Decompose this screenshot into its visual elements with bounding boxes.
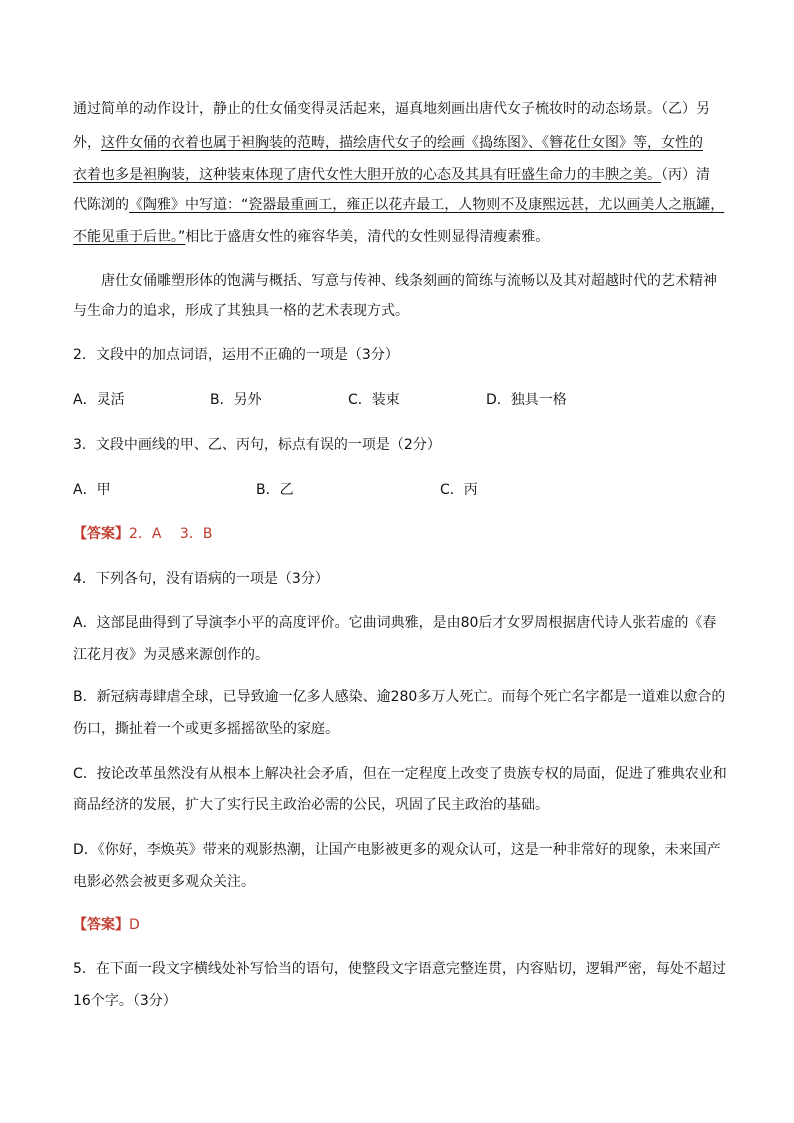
option-d-line: 电影必然会被更多观众关注。 xyxy=(73,874,255,890)
option-d: D．独具一格 xyxy=(486,392,567,408)
passage-line xyxy=(73,133,703,153)
passage-text: 代陈浏的 xyxy=(73,197,129,213)
option-d-line: D．《你好，李焕英》带来的观影热潮，让国产电影被更多的观众认可，这是一种非常好的现象，未来国产 xyxy=(73,842,721,858)
passage-text: 外， xyxy=(73,135,101,151)
passage-text: （丙）清 xyxy=(661,167,710,183)
option-b: B．乙 xyxy=(256,482,294,498)
question-5-stem: 16个字。（3分） xyxy=(73,993,177,1009)
option-b: B．另外 xyxy=(210,392,262,408)
passage-text: 相比于盛唐女性的雍容华美，清代的女性则显得清瘦素雅。 xyxy=(185,229,550,245)
answer-line xyxy=(73,915,140,935)
question-2-stem: 2．文段中的加点词语，运用不正确的一项是（3分） xyxy=(73,347,399,363)
question-5-stem: 5．在下面一段文字横线处补写恰当的语句，使整段文字语意完整连贯，内容贴切，逻辑严密，每处不超过 xyxy=(73,961,726,977)
passage-text: 通过简单的动作设计，静止的仕女俑变得灵活起来，逼真地刻画出唐代女子梳妆时的动态场景。（乙）另 xyxy=(73,101,710,117)
option-c: C．丙 xyxy=(440,482,478,498)
passage-line xyxy=(73,99,710,119)
answer-line xyxy=(73,524,212,544)
answer-value: D xyxy=(129,917,140,933)
answer-tag: 【答案】 xyxy=(73,917,129,933)
option-a: A．甲 xyxy=(73,482,111,498)
question-3-stem: 3．文段中画线的甲、乙、丙句，标点有误的一项是（2分） xyxy=(73,437,441,453)
passage-line xyxy=(73,165,710,185)
option-c-line: C．按论改革虽然没有从根本上解决社会矛盾，但在一定程度上改变了贵族专权的局面，促进了雅典农业和 xyxy=(73,766,727,782)
answer-value: 2．A 3．B xyxy=(129,526,213,542)
answer-tag: 【答案】 xyxy=(73,526,129,542)
option-b-line: B．新冠病毒肆虐全球，已导致逾一亿多人感染、逾280多万人死亡。而每个死亡名字都是一道难以愈合的 xyxy=(73,689,726,705)
option-c-line: 商品经济的发展，扩大了实行民主政治必需的公民，巩固了民主政治的基础。 xyxy=(73,797,549,813)
option-c: C．装束 xyxy=(348,392,400,408)
question-4-stem: 4．下列各句，没有语病的一项是（3分） xyxy=(73,571,329,587)
underlined-sentence-bing: 不能见重于后世。” xyxy=(73,229,186,245)
passage-line xyxy=(73,195,724,215)
underlined-sentence-bing: 《陶雅》中写道：“瓷器最重画工，雍正以花卉最工，人物则不及康熙远甚，尤以画美人之瓶罐， xyxy=(129,197,725,213)
underlined-sentence-yi: 衣着也多是袒胸装，这种装束体现了唐代女性大胆开放的心态及其具有旺盛生命力的丰腴之美。 xyxy=(73,167,661,183)
option-a: A．灵活 xyxy=(73,392,125,408)
option-a-line: 江花月夜》为灵感来源创作的。 xyxy=(73,647,269,663)
passage-line xyxy=(73,227,549,247)
option-a-line: A．这部昆曲得到了导演李小平的高度评价。它曲词典雅，是由80后才女罗周根据唐代诗人张若虚的《春 xyxy=(73,615,717,631)
underlined-sentence-yi: 这件女俑的衣着也属于袒胸装的范畴，描绘唐代女子的绘画《捣练图》、《簪花仕女图》等，女性的 xyxy=(101,135,703,151)
option-b-line: 伤口，撕扯着一个或更多摇摇欲坠的家庭。 xyxy=(73,721,339,737)
passage-line: 与生命力的追求，形成了其独具一格的艺术表现方式。 xyxy=(73,303,409,319)
passage-line: 唐仕女俑雕塑形体的饱满与概括、写意与传神、线条刻画的简练与流畅以及其对超越时代的艺术精神 xyxy=(101,273,717,289)
